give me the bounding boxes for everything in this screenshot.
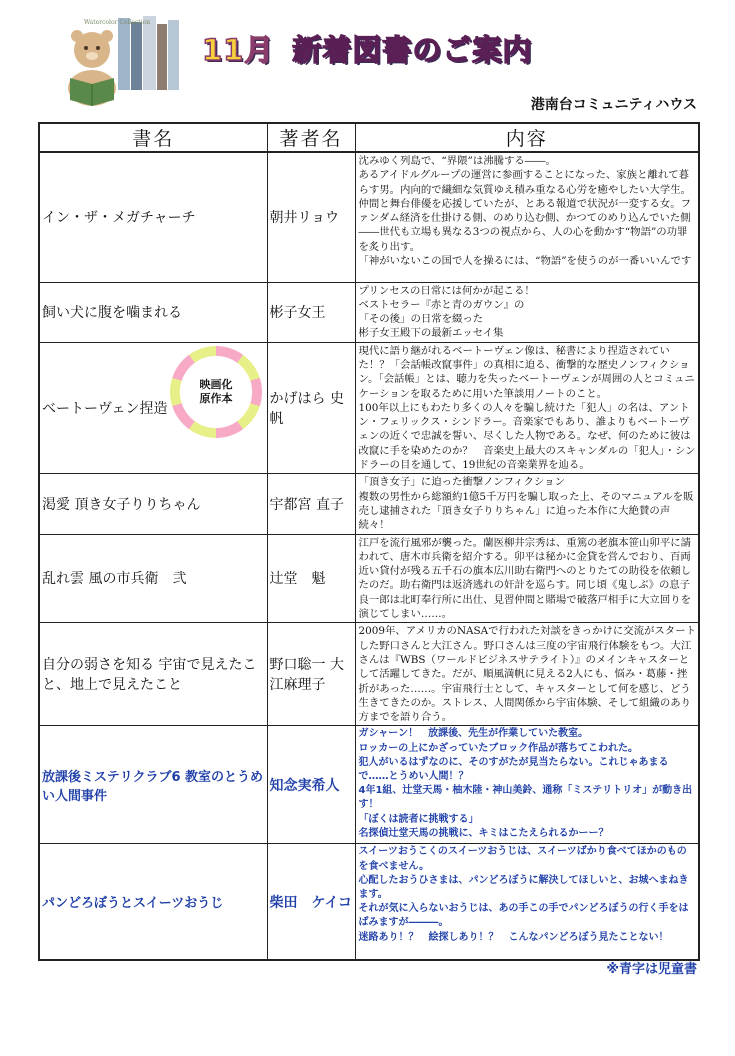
content-line: プリンセスの日常には何かが起こる！ xyxy=(358,284,535,297)
table-row xyxy=(39,844,699,960)
content-line: 2009年、アメリカのNASAで行われた対談をきっかけに交流がスタートした野口さんと大江さん。野口さんは三度の宇宙飛行体験をもつ。大江さんは『WBS（ワールドビジネスサテライト）』のメインキャスターとして活躍してきた。だが、順風満帆に見える2人にも、悩み・葛藤・挫折があった……。宇宙飛行士として、キャスターとして何を感じ、どう生きてきたのか。ストレス、人間関係から宇宙体験、そして組織のあり方までを語り合う。 xyxy=(358,625,696,724)
movie-adaptation-badge xyxy=(170,346,262,438)
childrens-book-note: ※青字は児童書 xyxy=(606,962,697,977)
table-row xyxy=(39,282,699,342)
content-line: ロッカーの上にかざっていたブロック作品が落ちてこわれた。 xyxy=(358,742,638,754)
content-line: 沈みゆく列島で、“界隈”は沸騰する――。 xyxy=(358,155,556,167)
book-content xyxy=(355,282,699,342)
month-label: 11月 xyxy=(202,33,275,67)
content-line: ガシャーン！ 放課後、先生が作業していた教室。 xyxy=(358,728,589,740)
content-line: スイーツおうこくのスイーツおうじは、スイーツばかり食べてほかのものを食べません。 xyxy=(358,846,687,872)
book-author: 野口聡一 大江麻理子 xyxy=(267,623,355,726)
column-header-content: 内容 xyxy=(355,123,699,152)
table-row xyxy=(39,534,699,623)
badge-line: 原作本 xyxy=(199,392,233,405)
organization-name: 港南台コミュニティハウス xyxy=(530,97,697,113)
content-line: 複数の男性から総額約1億5千万円を騙し取った上、そのマニュアルを販売し逮捕された「頂き女子りりちゃん」に迫った本作に大絶賛の声続々！ xyxy=(358,490,694,532)
content-line: 4年1組、辻堂天馬・柚木陸・神山美鈴、通称「ミステリトリオ」が動き出す！ xyxy=(358,785,693,811)
content-line: 「神がいないこの国で人を操るには、“物語”を使うのが一番いいんです xyxy=(358,255,692,268)
table-row xyxy=(39,342,699,474)
content-line: ベストセラー『赤と青のガウン』の xyxy=(358,298,525,311)
content-line: 犯人がいるはずなのに、そのすがたが見当たらない。これじゃあまるで……とうめい人間！？ xyxy=(358,756,669,783)
column-header-title: 書名 xyxy=(39,123,267,152)
book-title: 乱れ雲 風の市兵衛 弐 xyxy=(39,534,267,623)
content-line: それが気に入らないおうじは、あの手この手でパンどろぼうの行く手をはばみますが―――。 xyxy=(358,903,689,929)
book-author: 宇都宮 直子 xyxy=(267,474,355,534)
book-content xyxy=(355,726,699,844)
table-row xyxy=(39,726,699,844)
table-row xyxy=(39,152,699,282)
book-content xyxy=(355,474,699,534)
book-title: パンどろぼうとスイーツおうじ xyxy=(39,844,267,960)
books-bear-logo xyxy=(62,12,182,110)
table-header-row xyxy=(39,123,699,152)
book-title: 渇愛 頂き女子りりちゃん xyxy=(39,474,267,534)
book-title: ベートーヴェン捏造 xyxy=(39,342,267,474)
content-line: 心配したおうひさまは、パンどろぼうに解決してほしいと、お城へまねきます。 xyxy=(358,874,689,901)
logo-text: Watercolor Collection xyxy=(84,19,151,26)
content-line: 「その後」の日常を綴った xyxy=(358,313,484,326)
badge-line: 映画化 xyxy=(199,378,233,391)
book-title: 飼い犬に腹を噛まれる xyxy=(39,282,267,342)
book-author: 朝井リョウ xyxy=(267,152,355,282)
book-content xyxy=(355,844,699,960)
book-spine xyxy=(118,18,130,90)
book-content xyxy=(355,152,699,282)
content-line: 迷路あり！？ 絵探しあり！？ こんなパンどろぼう見たことない！ xyxy=(358,931,669,943)
book-author: 柴田 ケイコ xyxy=(267,844,355,960)
book-content xyxy=(355,623,699,726)
content-line: あるアイドルグループの運営に参画することになった、家族と離れて暮らす男。内向的で繊細な気質ゆえ積み重なる心労を癒やしたい大学生。仲間と舞台俳優を応援していたが、とある報道で状況が一変する女。ファンダム経済を仕掛ける側、のめり込む側、かつてのめり込んでいた側――世代も立場も異なる3つの視点から、人の心を動かす“物語”の功罪を炙り出す。 xyxy=(358,169,691,253)
table-row xyxy=(39,474,699,534)
content-line: 「ぼくは読者に挑戦する」 xyxy=(358,813,479,825)
new-books-table xyxy=(38,122,700,961)
book-author: かげはら 史帆 xyxy=(267,342,355,474)
content-line: 現代に語り継がれるベートーヴェン像は、秘書により捏造されていた！？「会話帳改竄事件」の真相に迫る、衝撃的な歴史ノンフィクション。「会話帳」とは、聴力を失ったベートーヴェンが周囲の人とコミュニケーションを取るために用いた筆談用ノートのこと。 xyxy=(358,344,695,400)
content-line: 100年以上にもわたり多くの人々を騙し続けた「犯人」の名は、アントン・フェリックス・シンドラー。音楽家でもあり、誰よりもベートーヴェンの近くで忠誠を誓い、尽くした人物である。なぜ、何のために彼は改竄に手を染めたのか？ 音楽史上最大のスキャンダルの「犯人」・シンドラーの目を通して、19世紀の音楽業界を辿る。 xyxy=(358,401,696,472)
book-author: 辻堂 魁 xyxy=(267,534,355,623)
content-line: 江戸を流行風邪が襲った。蘭医柳井宗秀は、重篤の老旗本笹山卯平に請われて、唐木市兵衛を紹介する。卯平は秘かに金貸を営んでおり、百両近い貸付が残る五千石の旗本広川助右衛門へのとりたての助役を依頼したのだ。助右衛門は返済逃れの奸計を巡らす。同じ頃《鬼しぶ》の息子良一郎は北町奉行所に出仕、見習仲間と賭場で破落戸相手に大立回りを演じてしまい……。 xyxy=(358,536,691,621)
book-title: 自分の弱さを知る 宇宙で見えたこと、地上で見えたこと xyxy=(39,623,267,726)
book-title: イン・ザ・メガチャーチ xyxy=(39,152,267,282)
page-title xyxy=(202,28,532,69)
book-title: 放課後ミステリクラブ6 教室のとうめい人間事件 xyxy=(39,726,267,844)
content-line: 名探偵辻堂天馬の挑戦に、キミはこたえられるかーー？ xyxy=(358,827,609,839)
table-row xyxy=(39,623,699,726)
book-content xyxy=(355,534,699,623)
column-header-author: 著者名 xyxy=(267,123,355,152)
title-text: 新着図書のご案内 xyxy=(292,33,533,67)
book-author: 知念実希人 xyxy=(267,726,355,844)
book-content xyxy=(355,342,699,474)
content-line: 「頂き女子」に迫った衝撃ノンフィクション xyxy=(358,476,565,489)
content-line: 彬子女王殿下の最新エッセイ集 xyxy=(358,327,504,340)
book-author: 彬子女王 xyxy=(267,282,355,342)
